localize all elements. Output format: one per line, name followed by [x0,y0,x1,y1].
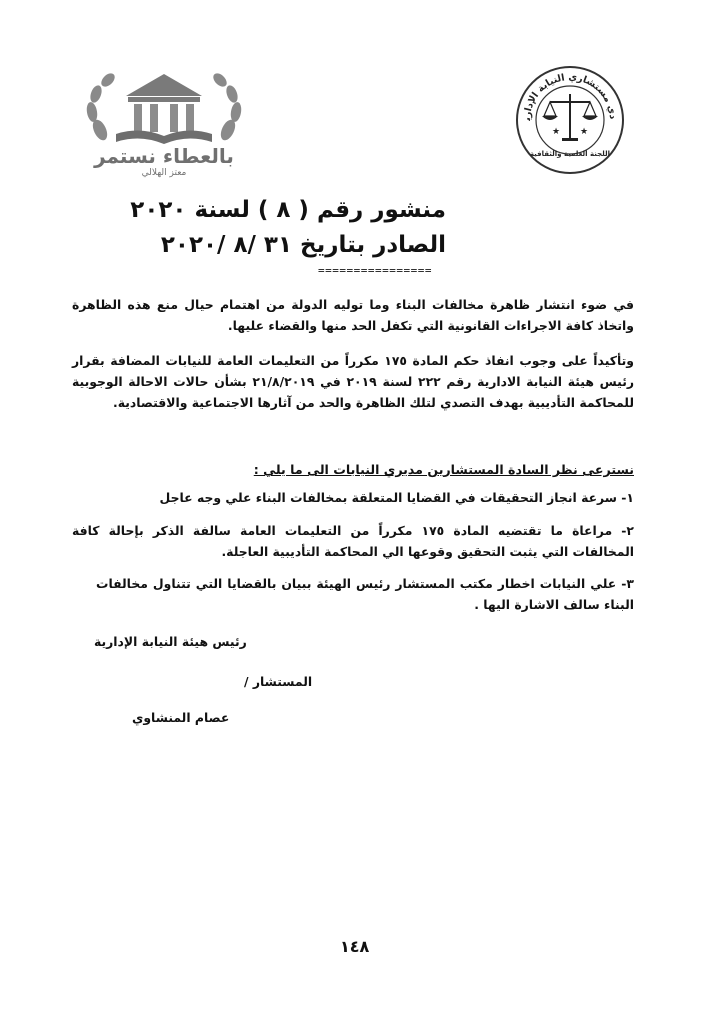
paragraph-2: وتأكيداً على وجوب انفاذ حكم المادة ١٧٥ مكرراً من التعليمات العامة للنيابات المضافة بقرار رئيس هيئة النيابة الادارية رقم ٢٢٢ لسنة ٢٠١٩ في ٢١/٨/٢٠١٩ بشأن حالات الاحالة الوجوبية للمحاكمة التأديبية بهدف التصدي لتلك الظاهرة والحد من آثارها الاجتماعية والاقتصادية. [72,353,634,410]
paragraph-1: في ضوء انتشار ظاهرة مخالفات البناء وما توليه الدولة من اهتمام حيال منع هذه الظاهرة واتخاذ كافة الاجراءات القانونية التي تكفل الحد منها والقضاء عليها. [72,297,634,333]
logo-caption: بالعطاء نستمر [94,144,234,168]
club-logo-left [78,70,250,178]
signatory-title: المستشار / [244,674,313,689]
page-number: ١٤٨ [340,937,370,956]
signatory-name: عصام المنشاوي [132,710,230,725]
signatory-role: رئيس هيئة النيابة الإدارية [94,634,247,649]
seal-ring-text: دي مستشاري النيابة الإدارية [521,71,619,121]
scales-seal-icon [514,64,626,176]
issue-date: الصادر بتاريخ ٣١ /٨ /٢٠٢٠ [160,232,446,258]
club-seal-right [514,64,626,176]
svg-text:★: ★ [580,127,589,137]
list-item: ٢- مراعاة ما تقتضيه المادة ١٧٥ مكرراً من التعليمات العامة سالفة الذكر بإحالة كافة المخالفات التي يثبت التحقيق وقوعها الي المحاكمة التأديبية العاجلة. [72,523,634,559]
svg-text:★: ★ [552,127,561,137]
title-separator: ================ [318,264,432,277]
logo-subcaption: معتز الهلالي [141,168,187,178]
seal-bottom-text: اللجنة العلمية والثقافية [529,150,611,158]
circular-title: منشور رقم ( ٨ ) لسنة ٢٠٢٠ [130,197,446,223]
svg-text:نادي مستشاري النيابة الإدارية [514,64,618,122]
list-item: ١- سرعة انجاز التحقيقات في القضايا المتعلقة بمخالفات البناء علي وجه عاجل [159,490,634,505]
list-item: ٣- علي النيابات اخطار مكتب المستشار رئيس الهيئة ببيان بالقضايا التي تتناول مخالفات البناء سالف الاشارة اليها . [96,576,634,612]
request-heading: نسترعى نظر السادة المستشارين مديري النيابات الى ما يلي : [253,462,634,477]
